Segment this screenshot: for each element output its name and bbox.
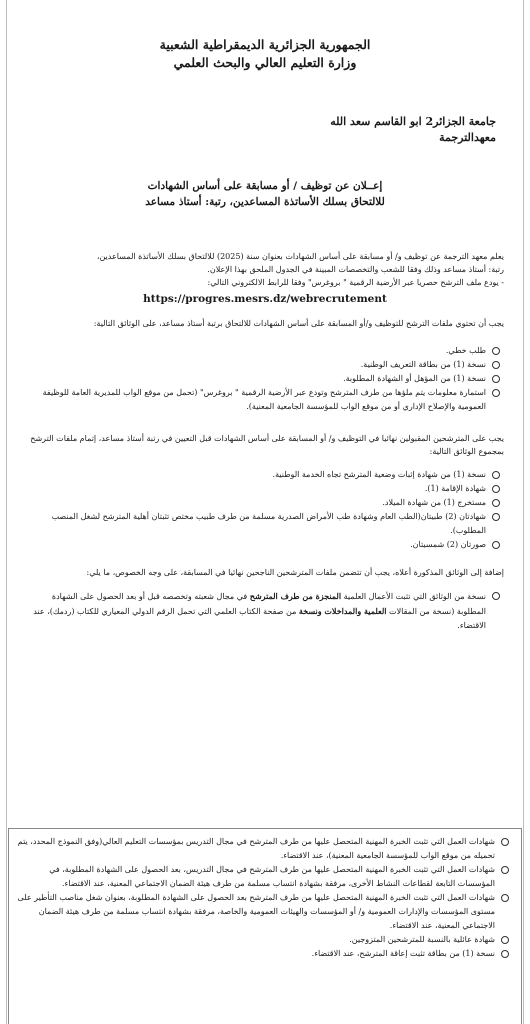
list-item: نسخة (1) من بطاقة تثبت إعاقة المترشح، عند الاقتضاء. xyxy=(17,947,495,961)
section1-intro: يجب أن تحتوي ملفات الترشح للتوظيف و/أو المسابقة على أساس الشهادات للالتحاق برتبة أستاذ مساعد، على الوثائق التالية: xyxy=(93,319,504,328)
bullet-icon xyxy=(492,485,500,493)
announcement-line-2: للالتحاق بسلك الأساتذة المساعدين، رتبة: أستاذ مساعد xyxy=(145,196,385,208)
section3-intro: إضافة إلى الوثائق المذكورة أعلاه، يجب أن تتضمن ملفات المترشحين الناجحين نهائيا في المسابقة، على وجه الخصوص، ما يلي: xyxy=(86,568,504,577)
list-item: شهادات العمل التي تثبت الخبرة المهنية المتحصل عليها من طرف المترشح في مجال التدريس بمؤسسات التعليم العالي(وفق النموذج المحدد، يتم تحميله من موقع الواب للمؤسسة الجامعية المعنية)، عند الاقتضاء. xyxy=(17,835,495,863)
section-additional-docs xyxy=(26,566,504,633)
list-item: شهادة عائلية بالنسبة للمترشحين المتزوجين. xyxy=(17,933,495,947)
list-item: طلب خطي. xyxy=(26,344,486,358)
bullet-icon xyxy=(492,361,500,369)
page-border-right xyxy=(523,0,524,1024)
list-item: نسخة من الوثائق التي تثبت الأعمال العلمية المنجزة من طرف المترشح في مجال شعبته وتخصصه قبل أو بعد الحصول على الشهادة المطلوبة (نسخة من المقالات العلمية والمداخلات ونسخة من صفحة الكتاب العلمي التي تحمل الرقم الدولي المعياري للكتاب (ردمك)، عند الاقتضاء. xyxy=(26,589,486,633)
bullet-icon xyxy=(501,950,509,958)
bullet-icon xyxy=(492,375,500,383)
university-name: جامعة الجزائر2 ابو القاسم سعد الله xyxy=(330,115,496,128)
institute-name: معهدالترجمة xyxy=(439,131,496,144)
bullet-icon xyxy=(492,347,500,355)
list-item: صورتان (2) شمسيتان. xyxy=(26,538,486,552)
list-item: نسخة (1) من بطاقة التعريف الوطنية. xyxy=(26,358,486,372)
bullet-icon xyxy=(492,499,500,507)
list-item: استمارة معلومات يتم ملؤها من طرف المترشح وتودع عبر الأرضية الرقمية " بروغرس" (تحمل من موقع الواب للمديرية العامة للوظيفة العمومية والإصلاح الإداري أو من موقع الواب للمؤسسة الجامعية المعنية). xyxy=(26,386,486,414)
bullet-icon xyxy=(492,541,500,549)
intro-p1: يعلم معهد الترجمة عن توظيف و/ أو مسابقة على أساس الشهادات بعنوان سنة (2025) للالتحاق بسلك الأساتذة المساعدين، xyxy=(96,252,504,261)
section-required-docs xyxy=(26,317,504,414)
section2-list xyxy=(26,468,504,552)
section1-list xyxy=(26,344,504,414)
intro-block xyxy=(26,250,504,305)
list-item: شهادات العمل التي تثبت الخبرة المهنية المتحصل عليها من طرف المترشح بعد الحصول على الشهادة المطلوبة، بعنوان شغل مناصب التأطير على مستوى المؤسسات والإدارات العمومية و/ أو المؤسسات والهيئات العمومية والخاصة، مرفقة بشهادة انتساب مسلمة من طرف هيئة الضمان الاجتماعي المعنية، عند الاقتضاء. xyxy=(17,891,495,933)
list-item: شهادة الإقامة (1). xyxy=(26,482,486,496)
intro-p3: - يودع ملف الترشح حصريا عبر الأرضية الرقمية " بروغرس" وفقا للرابط الالكتروني التالي: xyxy=(207,278,504,287)
bullet-icon xyxy=(501,866,509,874)
ministry-title: وزارة التعليم العالي والبحث العلمي xyxy=(173,55,357,70)
list-item: نسخة (1) من شهادة إثبات وضعية المترشح تجاه الخدمة الوطنية. xyxy=(26,468,486,482)
bullet-icon xyxy=(501,894,509,902)
experience-docs-box xyxy=(8,828,522,1024)
list-item: شهادات العمل التي تثبت الخبرة المهنية المتحصل عليها من طرف المترشح في مجال التدريس، بعد الحصول على الشهادة المطلوبة، في المؤسسات التابعة لقطاعات النشاط الأخرى، مرفقة بشهادة انتساب مسلمة من طرف هيئة الضمان الاجتماعي المعنية، عند الاقتضاء. xyxy=(17,863,495,891)
republic-title: الجمهورية الجزائرية الديمقراطية الشعبية xyxy=(159,37,371,52)
section2-intro: يجب على المترشحين المقبولين نهائيا في التوظيف و/ أو المسابقة على أساس الشهادات قبل التعيين في رتبة أستاذ مساعد، إتمام ملفات الترشح بمجموع الوثائق التالية: xyxy=(30,434,504,456)
bullet-icon xyxy=(492,471,500,479)
list-item: نسخة (1) من المؤهل أو الشهادة المطلوبة. xyxy=(26,372,486,386)
bullet-icon xyxy=(492,389,500,397)
announcement-title xyxy=(26,178,504,210)
section-final-docs xyxy=(26,432,504,552)
section4-list xyxy=(17,835,513,961)
bullet-icon xyxy=(492,592,500,600)
page-border-left xyxy=(6,0,7,1024)
intro-p2: رتبة: أستاذ مساعد وذلك وفقا للشعب والتخصصات المبينة في الجدول الملحق بهذا الإعلان. xyxy=(207,265,504,274)
announcement-line-1: إعــلان عن توظيف / أو مسابقة على أساس الشهادات xyxy=(147,180,383,192)
section3-list xyxy=(26,589,504,633)
list-item: شهادتان (2) طبيتان(الطب العام وشهادة طب الأمراض الصدرية مسلمة من طرف طبيب مختص تثبتان أهلية المترشح لشغل المنصب المطلوب). xyxy=(26,510,486,538)
bullet-icon xyxy=(492,513,500,521)
list-item: مستخرج (1) من شهادة الميلاد. xyxy=(26,496,486,510)
bullet-icon xyxy=(501,936,509,944)
bullet-icon xyxy=(501,838,509,846)
recruitment-link[interactable]: https://progres.mesrs.dz/webrecrutement xyxy=(143,293,387,305)
